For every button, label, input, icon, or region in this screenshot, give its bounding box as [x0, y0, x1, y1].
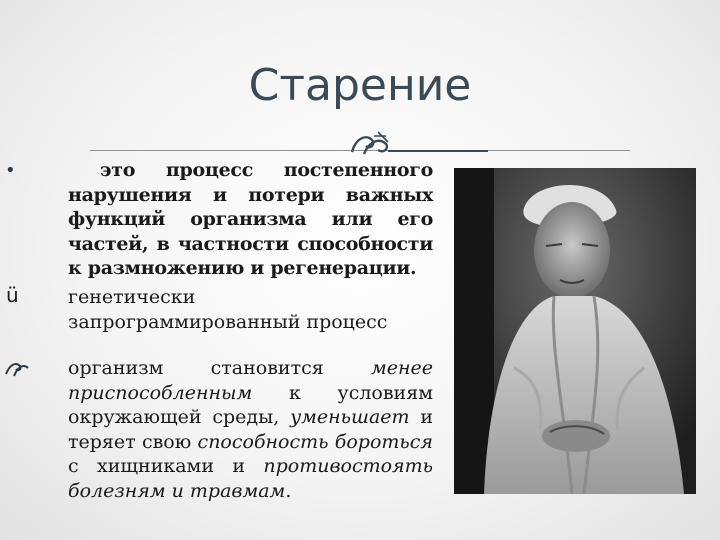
slide-title: Старение — [248, 60, 472, 111]
text-run: организм становится — [68, 357, 371, 379]
emphasis-run: противостоять болезням и травмам — [68, 455, 433, 502]
emphasis-run: способность бороться — [197, 430, 433, 453]
genetic-paragraph: генетически запрограммированный процесс — [68, 286, 388, 333]
text-run: к условиям окружающей среды, — [68, 381, 433, 428]
elderly-person-photo — [454, 168, 696, 494]
text-run: с хищниками и — [68, 455, 264, 477]
text-run: . — [285, 479, 292, 502]
emphasis-run: уменьшает — [290, 406, 410, 428]
bullet-dot-icon: • — [5, 160, 16, 181]
emphasis-run: менее приспособленным — [68, 357, 433, 404]
checkmark-icon: ü — [6, 283, 19, 307]
text-run: и теряет свою — [68, 406, 434, 453]
arrow-bullet-icon — [4, 358, 30, 385]
definition-paragraph: это процесс постепенного нарушения и потери важных функций организма или его частей, в частности способности к размножению и регенерации. — [68, 159, 433, 279]
consequences-paragraph — [68, 356, 433, 503]
